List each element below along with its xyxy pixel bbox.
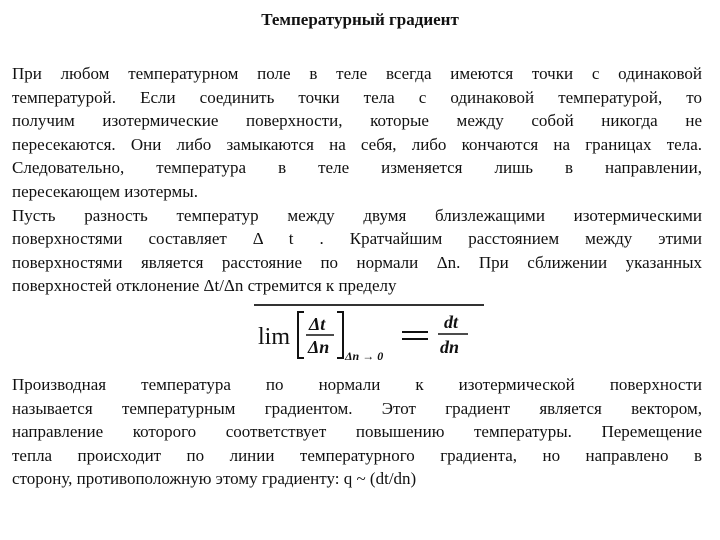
text-line: температурой. Если соединить точки тела с одинаковой температурой, то	[12, 87, 702, 107]
limit-subscript: Δn → 0	[345, 349, 384, 363]
text-line: При любом температурном поле в теле всегда имеются точки с одинаковой	[12, 64, 702, 83]
rhs-denominator: dn	[440, 337, 460, 357]
right-bracket	[337, 312, 343, 358]
text-line: тепла происходит по линии температурного градиента, но направлено в	[12, 445, 702, 465]
text-line: называется температурным градиентом. Этот градиент является вектором,	[12, 398, 702, 418]
text-line: Пусть разность температур между двумя близлежащими изотермическими	[12, 205, 702, 225]
text-line: поверхностей отклонение Δt/Δn стремится к пределу	[12, 276, 397, 296]
text-line: сторону, противоположную этому градиенту: q ~ (dt/dn)	[12, 469, 417, 489]
text-line: поверхностями является расстояние по нормали Δn. При сближении указанных	[12, 252, 702, 272]
text-line: поверхностями составляет Δ t . Кратчайшим расстоянием между этими	[12, 229, 702, 249]
text-line: пересекаются. Они либо замыкаются на себя, либо кончаются на границах тела.	[12, 134, 702, 154]
fraction-denominator: Δn	[308, 337, 330, 357]
gradient-limit-formula	[254, 304, 484, 366]
text-line: направление которого соответствует повышению температуры. Перемещение	[12, 422, 702, 442]
body-paragraphs	[12, 62, 702, 298]
text-line: Производная температура по нормали к изотермической поверхности	[12, 375, 702, 394]
fraction-numerator: Δt	[309, 314, 326, 334]
rhs-numerator: dt	[444, 312, 459, 332]
conclusion-paragraph	[12, 373, 702, 491]
lim-text: lim	[258, 324, 291, 350]
text-line: получим изотермические поверхности, которые между собой никогда не	[12, 111, 702, 131]
text-line: Следовательно, температура в теле изменяется лишь в направлении,	[12, 158, 702, 178]
text-line: пересекающем изотермы.	[12, 181, 198, 201]
slide-title: Температурный градиент	[261, 10, 459, 29]
left-bracket	[298, 312, 304, 358]
